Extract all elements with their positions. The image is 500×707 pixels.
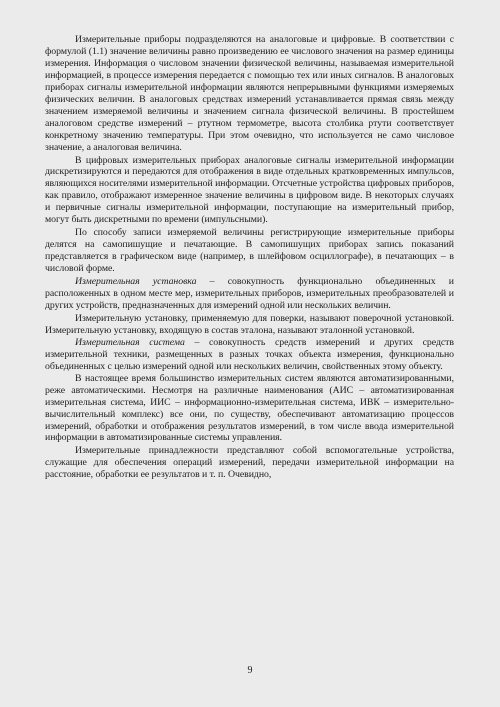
paragraph-measuring-system — [45, 337, 454, 373]
paragraph-verification-installation — [45, 313, 454, 337]
paragraph-text: В настоящее время большинство измерительных систем являются автоматизированными, реже автоматическими. Несмотря на различные наименования (АИС – автоматизированная измерительная система, ИИС – информационно-измерительная система, ИВК – измерительно-вычислительный комплекс) все они, по существу, обеспечивают автоматизацию процессов измерений, обработки и отображения результатов измерений, в том числе ввода измерительной информации в автоматизированные системы управления. — [45, 372, 454, 444]
paragraph-digital-instruments — [45, 155, 454, 227]
paragraph-text: В цифровых измерительных приборах аналоговые сигналы измерительной информации дискретизируются и передаются для отображения в виде отдельных кратковременных импульсов, являющихся носителями измерительной информации. Отсчетные устройства цифровых приборов, как правило, отображают измеренное значение величины в цифровом виде. В некоторых случаях и первичные сигналы измерительной информации, поступающие на измерительный прибор, могут быть дискретными по времени (импульсными). — [45, 154, 454, 226]
paragraph-recording-instruments — [45, 227, 454, 275]
paragraph-text: По способу записи измеряемой величины регистрирующие измерительные приборы делятся на самопишущие и печатающие. В самопишущих приборах запись показаний представляется в графическом виде (например, в шлейфовом осциллографе), в печатающих – в числовой форме. — [45, 227, 454, 275]
page-number: 9 — [247, 665, 253, 676]
paragraph-text: – совокупность функционально объединенных и расположенных в одном месте мер, измерительных приборов, измерительных преобразователей и других устройств, предназначенных для измерений одной или нескольких величин. — [45, 276, 454, 311]
paragraph-text: Измерительные принадлежности представляют собой вспомогательные устройства, служащие для обеспечения операций измерений, передачи измерительной информации на расстояние, обработки ее результатов и т. п. Очевидно, — [45, 445, 454, 481]
term-measuring-system: Измерительная система — [75, 336, 185, 348]
paragraph-measuring-accessories — [45, 445, 454, 481]
paragraph-text: Измерительную установку, применяемую для поверки, называют поверочной установкой. Измерительную установку, входящую в состав эталона, называют эталонной установкой. — [45, 312, 454, 336]
paragraph-text: – совокупность средств измерений и других средств измерительной техники, размещенных в разных точках объекта измерения, функционально объединенных с целью измерений одной или нескольких величин, свойственных этому объекту. — [45, 336, 454, 372]
paragraph-measuring-installation — [45, 276, 454, 312]
paragraph-text: Измерительные приборы подразделяются на аналоговые и цифровые. В соответствии с формулой (1.1) значение величины равно произведению ее числового значения на размер единицы измерения. Информация о числовом значении физической величины, называемая измерительной информацией, в процессе измерения передается с помощью тех или иных сигналов. В аналоговых приборах сигналы измерительной информации являются непрерывными функциями измеряемых физических величин. В аналоговых средствах измерений устанавливается прямая связь между значением измеряемой величины и значением сигнала физической величины. В простейшем аналоговом средстве измерений – ртутном термометре, высота столбика ртути соответствует конкретному значению температуры. При этом очевидно, что используется не само числовое значение, а аналоговая величина. — [45, 34, 454, 153]
term-measuring-installation: Измерительная установка — [75, 276, 197, 288]
paragraph-automated-systems — [45, 373, 454, 445]
paragraph-analog-digital — [45, 34, 454, 154]
